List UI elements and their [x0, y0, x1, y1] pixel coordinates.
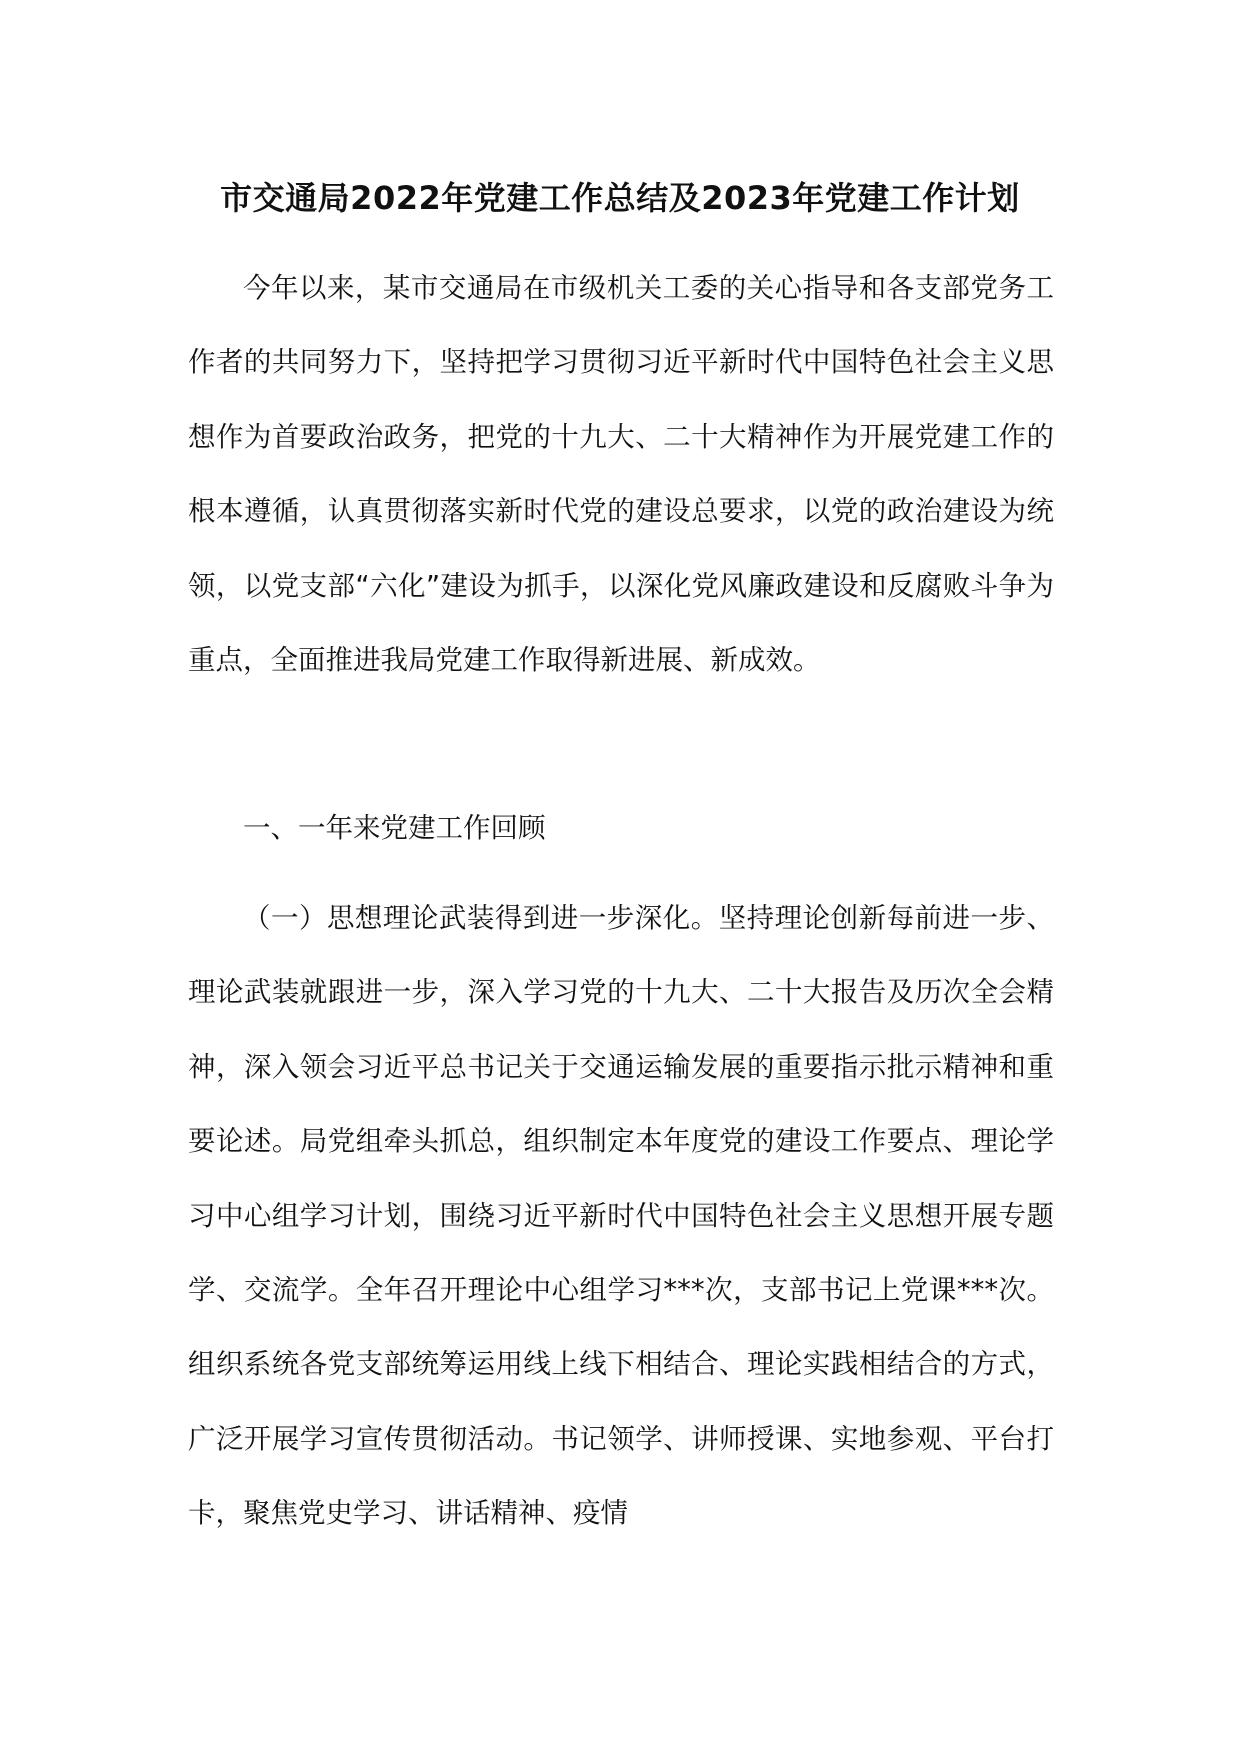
- intro-paragraph: 今年以来，某市交通局在市级机关工委的关心指导和各支部党务工作者的共同努力下，坚持把学习贯彻习近平新时代中国特色社会主义思想作为首要政治政务，把党的十九大、二十大精神作为开展党建工作的根本遵循，认真贯彻落实新时代党的建设总要求，以党的政治建设为统领，以党支部“六化”建设为抓手，以深化党风廉政建设和反腐败斗争为重点，全面推进我局党建工作取得新进展、新成效。: [188, 272, 1054, 677]
- document-title: 市交通局2022年党建工作总结及2023年党建工作计划: [220, 179, 1020, 217]
- section-1-paragraph: （一）思想理论武装得到进一步深化。坚持理论创新每前进一步、理论武装就跟进一步，深入学习党的十九大、二十大报告及历次全会精神，深入领会习近平总书记关于交通运输发展的重要指示批示精神和重要论述。局党组牵头抓总，组织制定本年度党的建设工作要点、理论学习中心组学习计划，围绕习近平新时代中国特色社会主义思想开展专题学、交流学。全年召开理论中心组学习***次，支部书记上党课***次。组织系统各党支部统筹运用线上线下相结合、理论实践相结合的方式，广泛开展学习宣传贯彻活动。书记领学、讲师授课、实地参观、平台打卡，聚焦党史学习、讲话精神、疫情: [188, 902, 1054, 1530]
- section-heading: 一、一年来党建工作回顾: [243, 812, 546, 844]
